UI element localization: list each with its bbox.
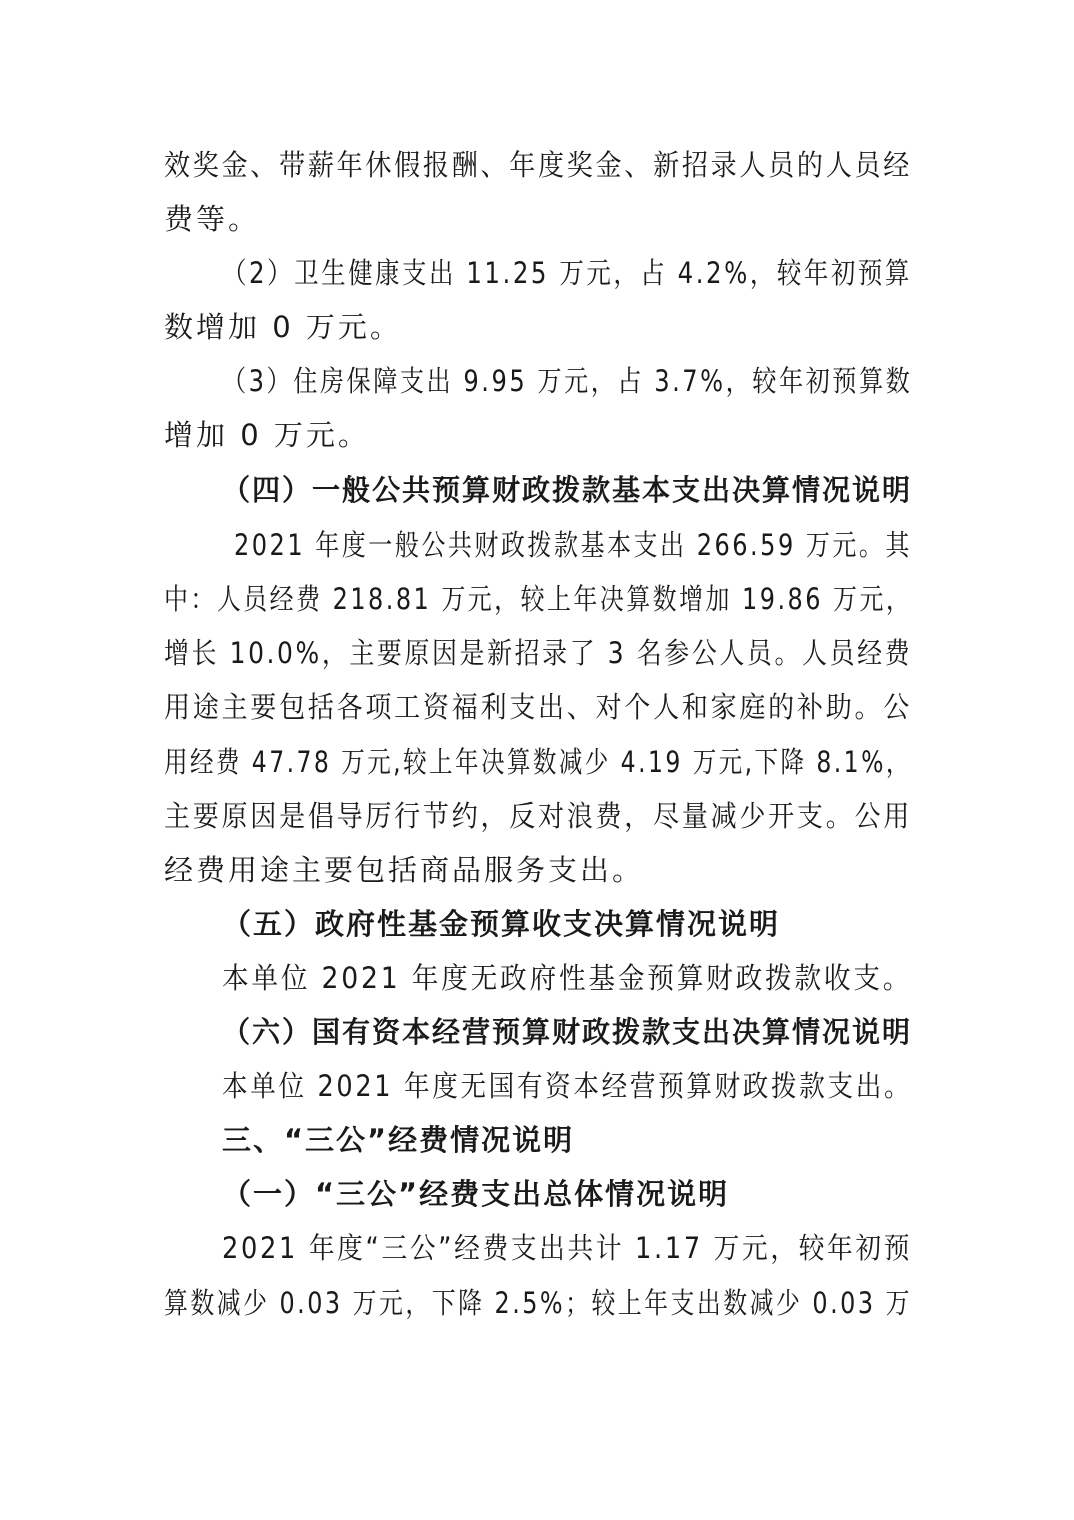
paragraph-line: （3）住房保障支出 9.95 万元，占 3.7%，较年初预算数 [222,364,913,398]
paragraph-line: 效奖金、带薪年休假报酬、年度奖金、新招录人员的人员经 [164,148,913,182]
paragraph-line: （2）卫生健康支出 11.25 万元，占 4.2%，较年初预算 [222,256,912,290]
paragraph-line: 主要原因是倡导厉行节约，反对浪费，尽量减少开支。公用 [164,799,913,833]
paragraph-line: 2021 年度“三公”经费支出共计 1.17 万元，较年初预 [222,1231,913,1265]
paragraph-line: 算数减少 0.03 万元，下降 2.5%；较上年支出数减少 0.03 万 [164,1286,912,1320]
paragraph-line: 增长 10.0%，主要原因是新招录了 3 名参公人员。人员经费 [164,636,913,670]
paragraph-line: 本单位 2021 年度无国有资本经营预算财政拨款支出。 [222,1069,913,1103]
paragraph-line: 中：人员经费 218.81 万元，较上年决算数增加 19.86 万元， [164,582,913,616]
paragraph-line: 2021 年度一般公共财政拨款基本支出 266.59 万元。其 [234,528,912,562]
section-heading: （四）一般公共预算财政拨款基本支出决算情况说明 [222,473,913,507]
section-heading: （一）“三公”经费支出总体情况说明 [222,1177,730,1211]
section-heading: （五）政府性基金预算收支决算情况说明 [222,907,781,941]
chapter-heading: 三、“三公”经费情况说明 [222,1123,575,1157]
paragraph-line: 费等。 [164,202,261,236]
paragraph-line: 数增加 0 万元。 [164,310,402,344]
paragraph-line: 用经费 47.78 万元,较上年决算数减少 4.19 万元,下降 8.1%， [164,745,912,779]
paragraph-line: 经费用途主要包括商品服务支出。 [164,853,645,887]
paragraph-line: 本单位 2021 年度无政府性基金预算财政拨款收支。 [222,961,913,995]
paragraph-line: 用途主要包括各项工资福利支出、对个人和家庭的补助。公 [164,690,913,724]
section-heading: （六）国有资本经营预算财政拨款支出决算情况说明 [222,1015,913,1049]
paragraph-line: 增加 0 万元。 [164,418,370,452]
